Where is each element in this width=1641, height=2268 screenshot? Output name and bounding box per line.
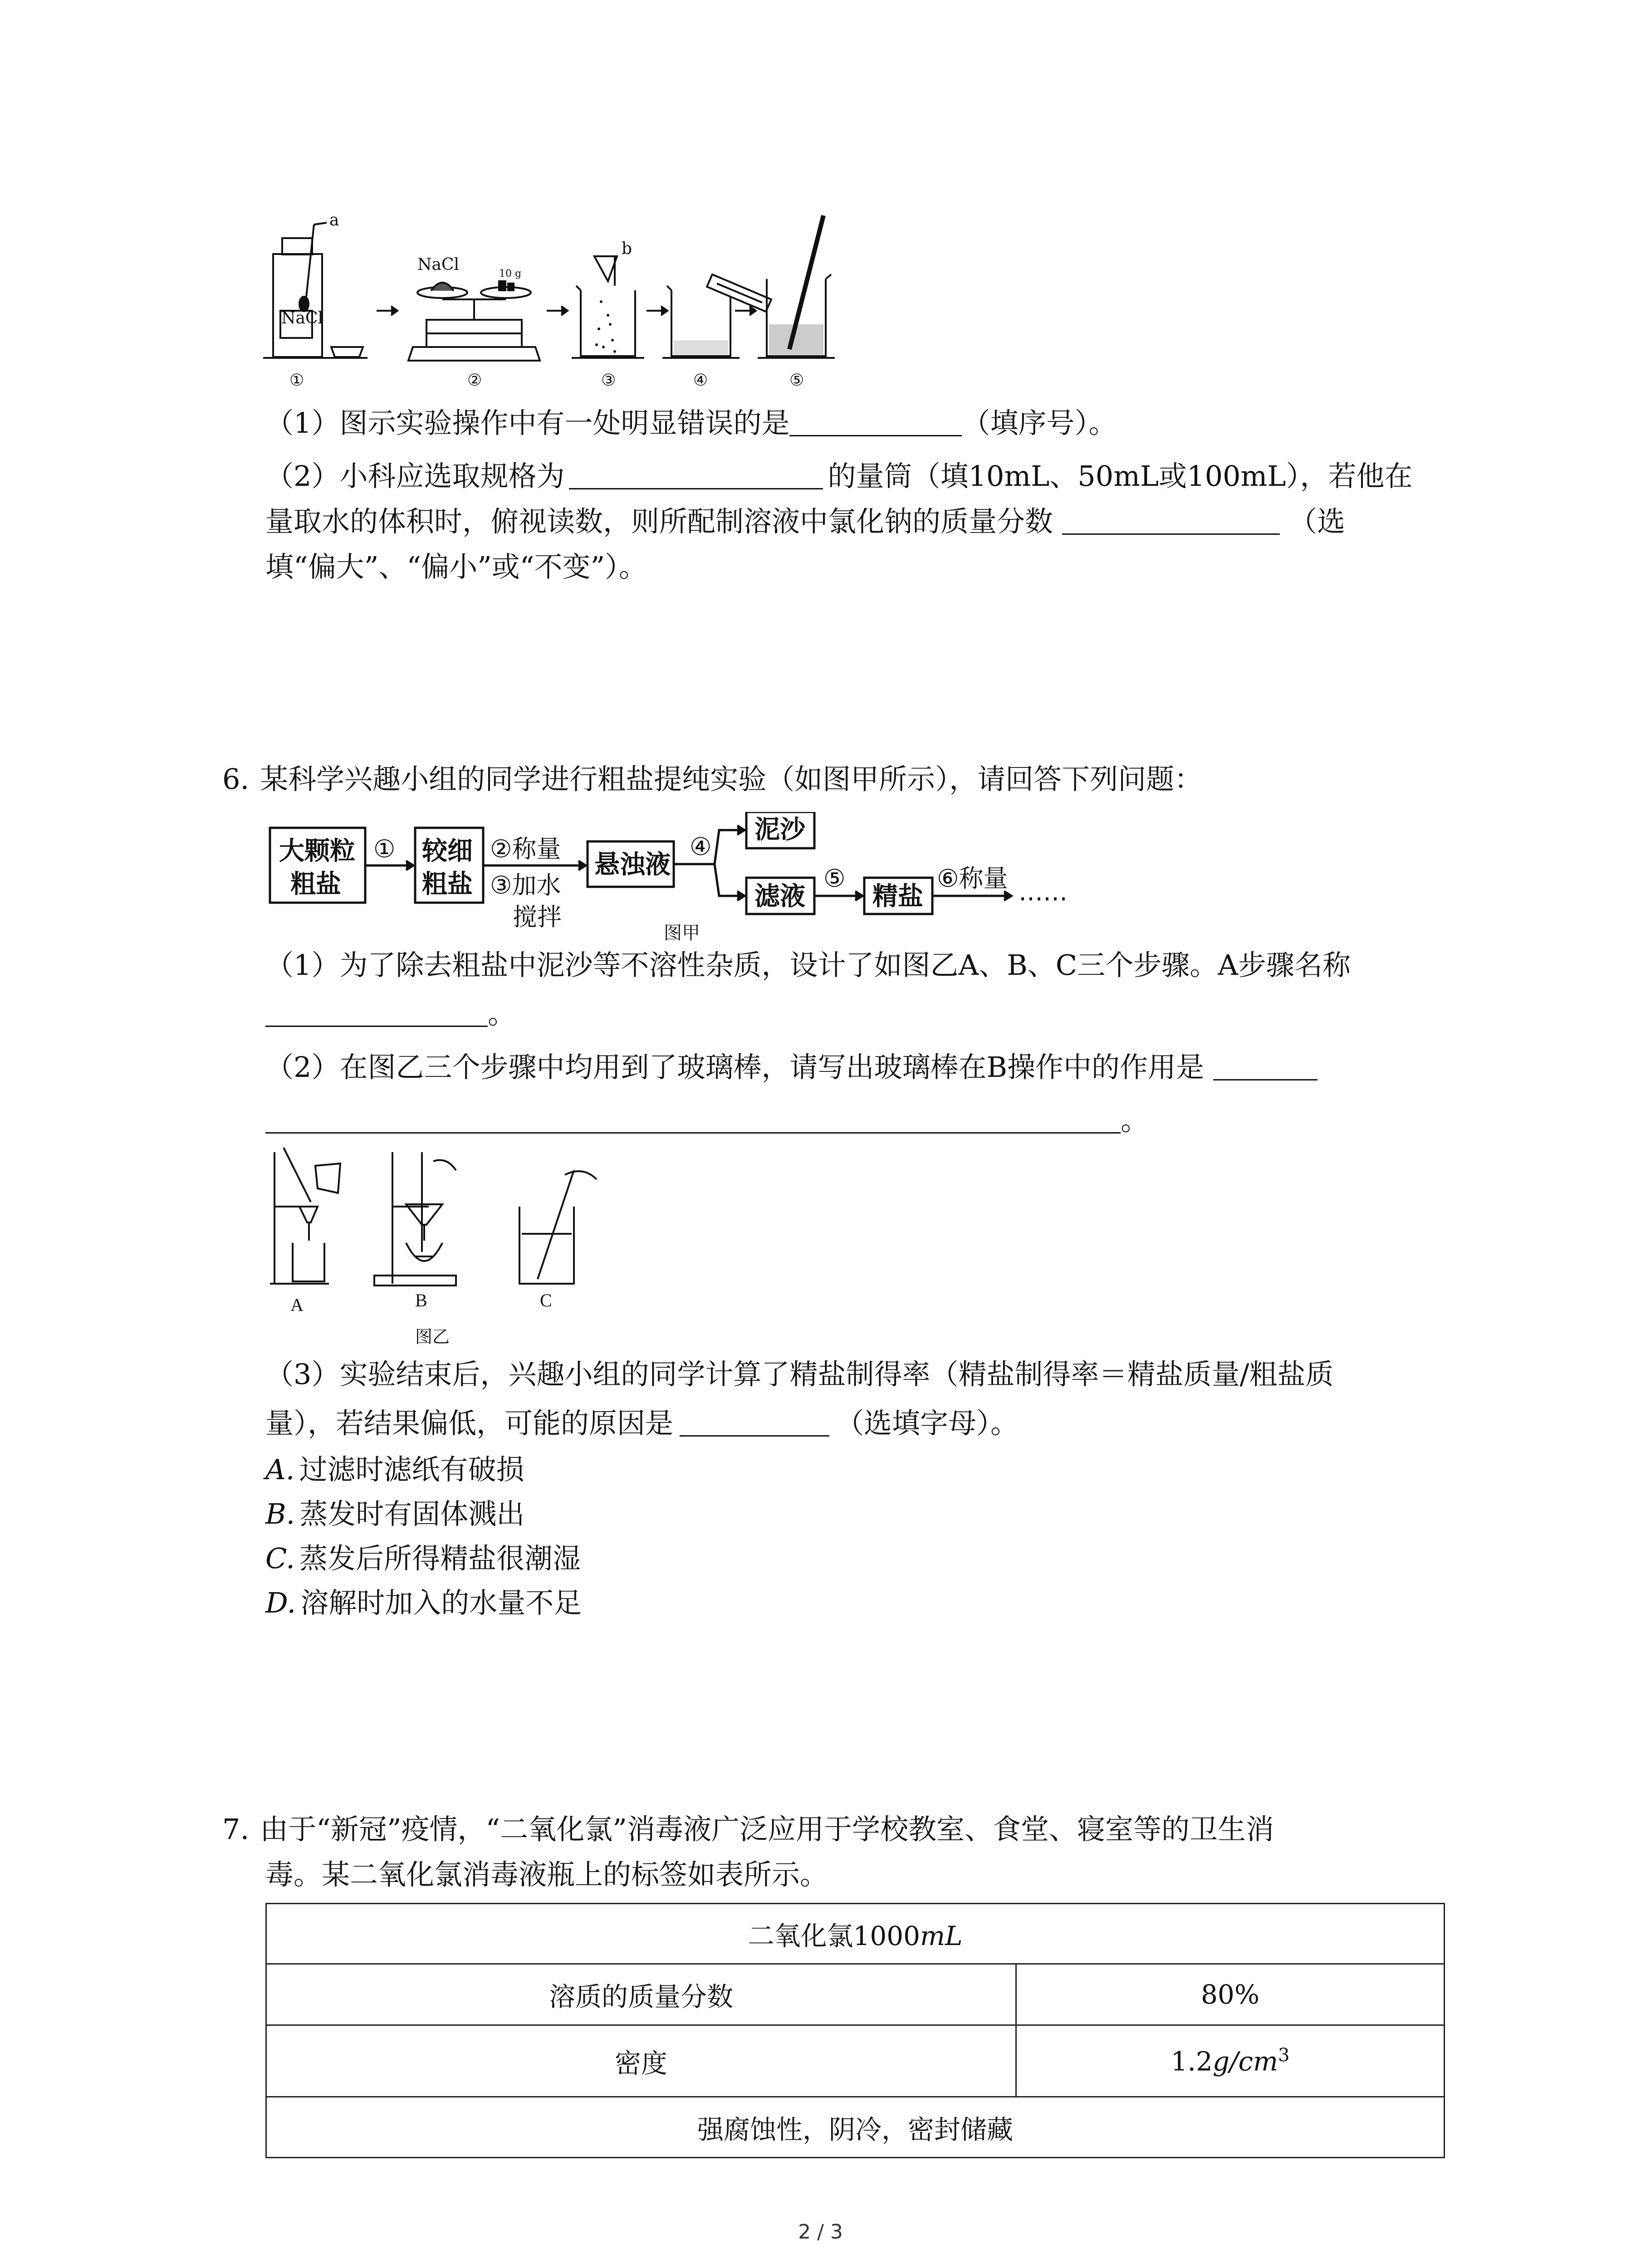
flow-step2: ②称量 [490,835,561,863]
step-5-label: ⑤ [789,371,804,390]
density-exponent: 3 [1278,2045,1290,2066]
flow-step4: ④ [690,832,712,861]
q6-option-b[interactable] [265,1496,524,1532]
balance-nacl-label: NaCl [417,255,460,274]
q7-line1 [222,1811,1274,1848]
label-row-density [266,2025,1445,2097]
label-header [266,1904,1445,1964]
label-footer: 强腐蚀性，阴冷，密封储藏 [266,2097,1445,2158]
q5-sub2-line1 [265,458,1412,494]
q6-stem [222,761,1202,797]
label-cell-density: 密度 [266,2025,1016,2097]
q6-sub3-line2 [265,1405,1019,1442]
page-number: 2 / 3 [798,2220,843,2244]
q6-flowchart [265,812,1105,943]
q6-sub2-line1 [265,1049,1318,1085]
flow-step1: ① [373,835,396,863]
q5-sub1 [265,405,1117,441]
q6-stem-text: 某科学兴趣小组的同学进行粗盐提纯实验（如图甲所示），请回答下列问题： [260,763,1203,796]
disinfectant-label-table [265,1903,1445,2158]
q5-sub2-text4: （选 [1289,505,1346,538]
flow-ellipsis: …… [1019,878,1068,906]
density-unit: g/cm [1212,2046,1278,2077]
flow-step6: ⑥称量 [937,864,1008,893]
label-cell-mass-fraction: 溶质的质量分数 [266,1964,1016,2025]
fig-yi-label-a: A [290,1295,304,1315]
q7-number: 7. [222,1813,250,1846]
q5-sub1-text: （1）图示实验操作中有一处明显错误的是 [265,406,790,440]
q6-option-c[interactable] [265,1540,581,1577]
density-number: 1.2 [1171,2046,1213,2077]
q6-sub2-end: 。 [1121,1104,1149,1137]
flow-box2-line2: 粗盐 [422,870,473,899]
option-c-letter: C. [265,1542,295,1575]
weights-label: 10 g [499,268,522,279]
option-a-text: 过滤时滤纸有破损 [299,1453,524,1486]
step-4-label: ④ [693,371,708,390]
step-2-label: ② [467,371,482,390]
nacl-bottle-label: NaCl [281,309,323,327]
flow-step3-line1: ③加水 [490,871,561,899]
fig-yi-caption: 图乙 [415,1328,450,1347]
option-b-letter: B. [265,1497,295,1530]
step-1-label: ① [289,371,304,390]
q6-sub2-blank1[interactable] [1213,1051,1318,1080]
flow-box1-line2: 粗盐 [290,870,341,899]
flow-caption: 图甲 [664,923,700,943]
q5-sub2-blank2[interactable] [1062,505,1280,535]
q5-sub2-line3: 填“偏大”、“偏小”或“不变”）。 [265,550,647,583]
flow-box5: 精盐 [872,882,923,911]
q6-sub1-end: 。 [488,997,516,1030]
fig-yi-label-b: B [415,1290,427,1310]
label-row-mass-fraction [266,1964,1445,2025]
q6-fig-yi [265,1143,619,1356]
option-c-text: 蒸发后所得精盐很潮湿 [299,1542,581,1575]
q6-sub2-line2 [265,1102,1149,1139]
flow-step3-line2: 搅拌 [513,903,562,931]
q6-sub3-post: （选填字母）。 [836,1407,1019,1440]
q6-option-a[interactable] [265,1452,524,1488]
label-header-unit: mL [920,1921,963,1951]
q5-experiment-figure [263,211,989,395]
q6-number: 6. [222,763,250,796]
q6-sub3-text: 量），若结果偏低，可能的原因是 [265,1407,674,1440]
flow-box3: 悬浊液 [594,850,671,880]
option-a-letter: A. [265,1453,295,1486]
q6-sub2-text: （2）在图乙三个步骤中均用到了玻璃棒，请写出玻璃棒在B操作中的作用是 [265,1051,1205,1084]
flow-box2-line1: 较细 [422,836,473,866]
spoon-label: a [329,211,339,230]
q6-option-d[interactable] [265,1585,582,1621]
option-d-letter: D. [265,1586,296,1619]
flow-step5: ⑤ [823,864,846,893]
q5-sub1-post: （填序号）。 [962,406,1117,440]
fig-yi-label-c: C [540,1290,552,1310]
q5-sub2-text2: 的量筒（填10mL、50mL或100mL），若他在 [828,459,1413,493]
option-b-text: 蒸发时有固体溅出 [299,1497,525,1530]
label-cell-mass-fraction-value: 80% [1016,1964,1445,2025]
q5-sub2-text3: 量取水的体积时，俯视读数，则所配制溶液中氯化钠的质量分数 [265,505,1053,538]
step-3-label: ③ [601,371,616,390]
flow-top-box: 泥沙 [754,815,805,845]
q5-sub2-blank1[interactable] [569,460,823,489]
paper-label: b [622,240,632,258]
flow-bottom-box: 滤液 [754,882,805,911]
q6-sub2-blank2[interactable] [265,1104,1121,1134]
label-header-text: 二氧化氯1000 [748,1921,921,1951]
flow-box1-line1: 大颗粒 [279,836,355,866]
q5-sub1-blank[interactable] [789,407,962,436]
q6-sub3-line1: （3）实验结束后，兴趣小组的同学计算了精盐制得率（精盐制得率＝精盐质量/粗盐质 [265,1358,1334,1391]
q6-sub1-line1: （1）为了除去粗盐中泥沙等不溶性杂质，设计了如图乙A、B、C三个步骤。A步骤名称 [265,948,1351,982]
q7-line1-text: 由于“新冠”疫情，“二氧化氯”消毒液广泛应用于学校教室、食堂、寝室等的卫生消 [260,1813,1274,1846]
q5-sub2-line2 [265,503,1345,540]
q6-sub1-blank[interactable] [265,997,488,1027]
option-d-text: 溶解时加入的水量不足 [300,1586,582,1619]
label-cell-density-value [1016,2025,1445,2097]
q6-sub3-blank[interactable] [680,1407,829,1437]
q5-sub2-text1: （2）小科应选取规格为 [265,459,565,493]
q7-line2: 毒。某二氧化氯消毒液瓶上的标签如表所示。 [265,1858,828,1891]
q6-sub1-line2 [265,996,516,1032]
